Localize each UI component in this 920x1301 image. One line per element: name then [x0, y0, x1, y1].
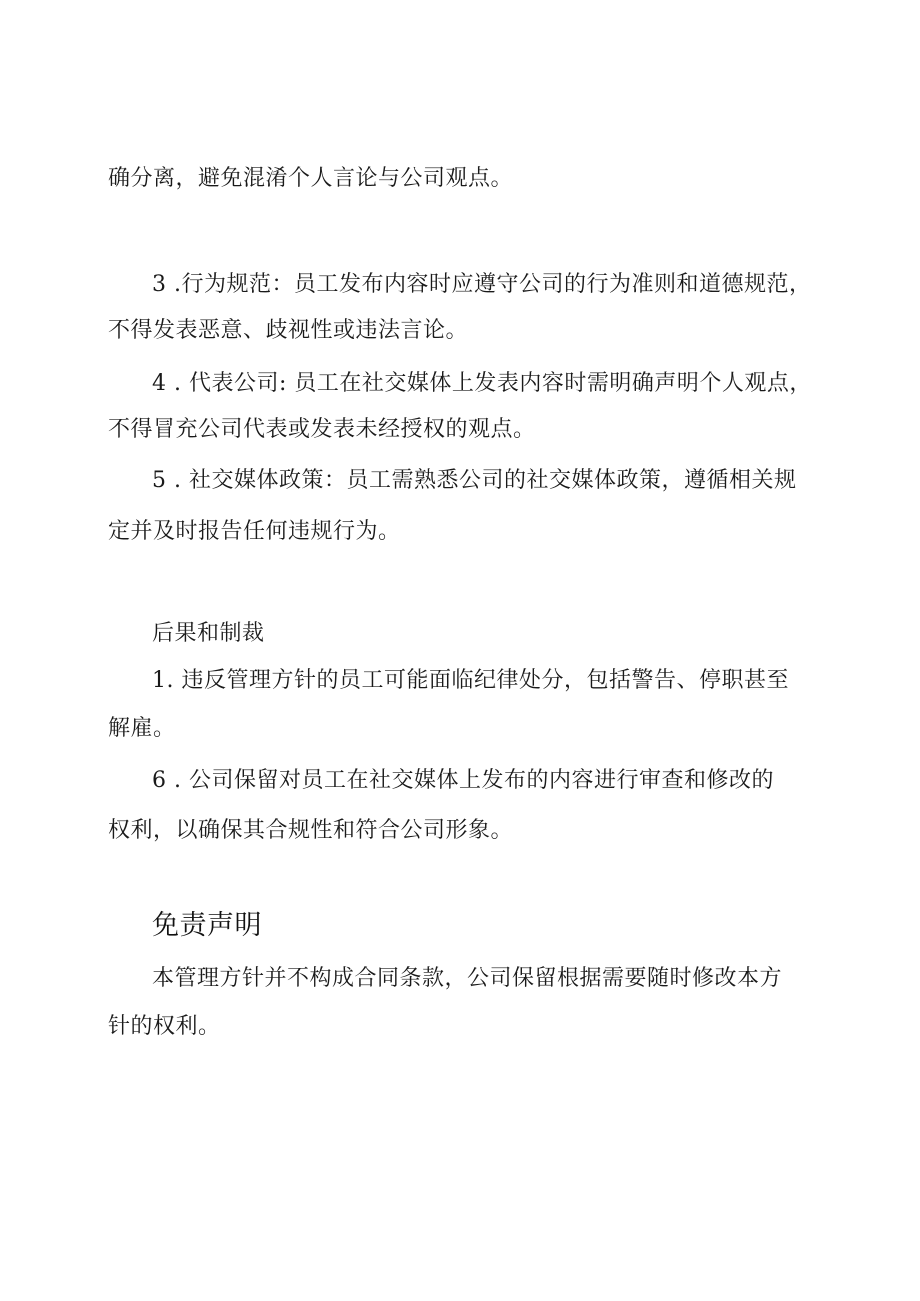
- disclaimer-line-1: 本管理方针并不构成合同条款，公司保留根据需要随时修改本方: [152, 966, 783, 991]
- list-item-5-line-1: 5 . 社交媒体政策：员工需熟悉公司的社交媒体政策，遵循相关规: [152, 468, 797, 493]
- consequence-1-line-2: 解雇。: [108, 716, 176, 741]
- paragraph-continuation: 确分离，避免混淆个人言论与公司观点。: [108, 166, 514, 191]
- list-item-4-line-2: 不得冒充公司代表或发表未经授权的观点。: [108, 417, 536, 442]
- list-item-3-line-1: 3 .行为规范：员工发布内容时应遵守公司的行为准则和道德规范，: [152, 272, 812, 297]
- disclaimer-line-2: 针的权利。: [108, 1014, 221, 1039]
- list-item-5-line-2: 定并及时报告任何违规行为。: [108, 519, 401, 544]
- consequence-1-line-1: 1. 违反管理方针的员工可能面临纪律处分，包括警告、停职甚至: [152, 668, 789, 693]
- consequence-6-line-1: 6 . 公司保留对员工在社交媒体上发布的内容进行审查和修改的: [152, 768, 774, 793]
- disclaimer-heading: 免责声明: [152, 910, 262, 941]
- consequence-6-line-2: 权利，以确保其合规性和符合公司形象。: [108, 818, 514, 843]
- list-item-3-line-2: 不得发表恶意、歧视性或违法言论。: [108, 318, 469, 343]
- consequences-title: 后果和制裁: [152, 621, 265, 646]
- list-item-4-line-1: 4 . 代表公司: 员工在社交媒体上发表内容时需明确声明个人观点，: [152, 371, 812, 396]
